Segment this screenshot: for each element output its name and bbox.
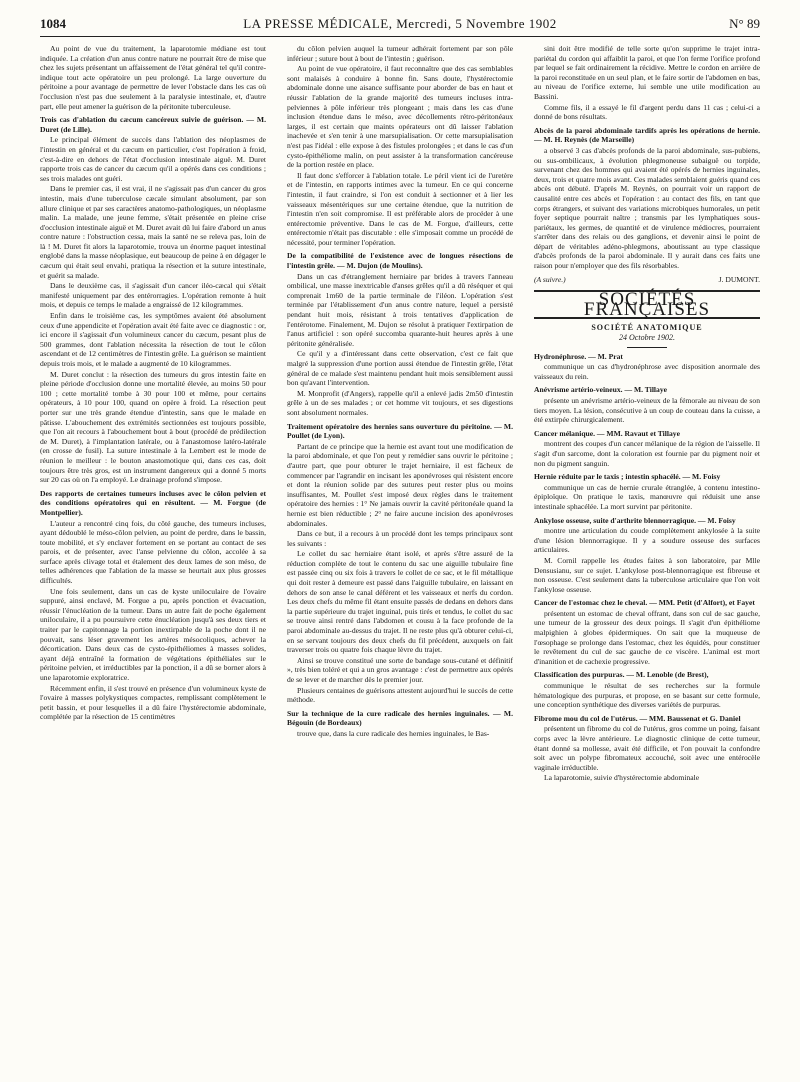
paragraph: Enfin dans le troisième cas, les symptômes avaient été absolument ceux d'une appendicite et l'opération avait été faite avec ce diagnostic : or, ici encore il s'agissait d'un volumineux cancer du cæcum, pesant plus de 500 grammes, dont l'ablation nécessita la résection de tout le côlon ascendant et de 12 centimètres de l'intestin grêle. La guérison se maintient depuis trois mois, et le malade a augmenté de 10 kilogrammes. xyxy=(40,311,266,368)
column-3 xyxy=(534,44,760,1074)
paragraph: présentent un estomac de cheval offrant, dans son cul de sac gauche, une tumeur de la grosseur des deux poings. Il s'agit d'un épithéliome malpighien à globes épidermiques. On sait que la muqueuse de l'œsophage se prolonge dans l'estomac, chez les équidés, pour constituer le revêtement du cul de sac gauche de ce viscère. L'animal est mort d'inanition et de cachexie progressive. xyxy=(534,608,760,666)
author-signature: J. DUMONT. xyxy=(718,274,760,284)
paragraph: Une fois seulement, dans un cas de kyste uniloculaire de l'ovaire suppuré, ainsi enclavé, M. Forgue a pu, après ponction et évacuation, réussir l'énucléation de la tumeur. Dans un autre fait de poche également uniloculaire, il a pu poursuivre cette énucléation jusqu'à ses deux tiers et traiter par le capitonnage la portion inextirpable de la poche dont il ne pouvait, sans léser gravement les artères mésocoliques, achever la décortication. Dans deux cas de cysto-épithéliomes à masses solides, ayant déjà entraîné la formation de végétations épithéliales sur le péritoine pelvien, et irréductibles par la ponction, il a dû se borner alors à une laparotomie exploratrice. xyxy=(40,586,266,682)
signature-line xyxy=(534,275,760,285)
paragraph: Le collet du sac herniaire étant isolé, et après s'être assuré de la réduction complète de tout le contenu du sac une aiguille tubulaire fine est passée cinq ou six fois à travers le collet de ce sac, et le fil métallique qui doit rester à demeure est passé dans l'aiguille tubulaire, en laissant en dehors de son anse le canal déférent et les vaisseaux et nerfs du cordon. Les deux chefs du même fil étant ensuite passés de dedans en dehors dans la partie supérieure du trajet inguinal, puis tirés et tendus, le collet du sac se trouve ainsi rentré dans l'abdomen et cousu à la face profonde de la paroi abdominale au-dessus du trajet. Il ne reste plus qu'à obturer celui-ci, en se servant toujours des deux chefs du fil précédent, auxquels on fait traverser trois ou quatre fois chaque lèvre du trajet. xyxy=(287,549,513,655)
paragraph: montre une articulation du coude complètement ankylosée à la suite d'une lésion blennorragique. Il y a soudure osseuse des surfaces articulaires. xyxy=(534,526,760,555)
paragraph: Ainsi se trouve constitué une sorte de bandage sous-cutané et définitif », très bien toléré et qui a un gros avantage : c'est de permettre aux opérés de se lever et de marcher dès le premier jour. xyxy=(287,655,513,684)
paragraph: Le principal élément de succès dans l'ablation des néoplasmes de l'intestin en général et du cæcum en particulier, c'est l'opération à froid, c'est-à-dire en dehors de l'état d'occlusion intestinale aiguë. M. Duret rapporte trois cas de cancer du cæcum qu'il a opérés dans ces conditions ; ses trois malades ont guéri. xyxy=(40,135,266,183)
article-heading: Traitement opératoire des hernies sans ouverture du péritoine. — M. Poullet (de Lyon). xyxy=(287,421,513,441)
paragraph: Au point de vue opératoire, il faut reconnaître que des cas semblables sont malaisés à conduire à bonne fin. Sans doute, l'hystérectomie abdominale donne une aisance suffisante pour aborder de bas en haut et réussir l'ablation de la grande majorité des tumeurs incluses intra-pelviennes à pôle inférieur très plongeant ; mais dans les cas d'une inclusion étendue dans le méso, avec décollements rétro-péritonéaux larges, il est certain que maints opérateurs ont dû laisser l'ablation inachevée et s'en tenir à une marsupialisation. Or cette marsupialisation n'est pas l'idéal : elle expose à des fistules prolongées ; et dans le cas d'un cysto-épithéliome malin, on peut assister à la transformation cancéreuse de la portion restée en place. xyxy=(287,64,513,170)
article-heading: Cancer mélanique. — MM. Ravaut et Tillaye xyxy=(534,428,680,438)
paragraph: Dans ce but, il a recours à un procédé dont les temps principaux sont les suivants : xyxy=(287,529,513,548)
paragraph: Au point de vue du traitement, la laparotomie médiane est tout indiquée. La création d'un anus contre nature ne pourrait être de mise que chez les sujets présentant un affaissement de l'état général tel qu'il contre-indique tout acte opératoire un peu prolongé. La large ouverture du péritoine a pour avantage de permettre de lever l'obstacle dans les cas où l'occlusion n'est pas due seulement à la paralysie intestinale, et, d'autre part, elle peut amener la guérison de la péritonite tuberculeuse. xyxy=(40,44,266,111)
article-heading: Fibrome mou du col de l'utérus. — MM. Baussenat et G. Daniel xyxy=(534,713,741,723)
divider xyxy=(627,347,667,348)
article-heading: Hydronéphrose. — M. Prat xyxy=(534,351,623,361)
paragraph: M. Duret conclut : la résection des tumeurs du gros intestin faite en pleine période d'occlusion donne une mortalité élevée, au moins 50 pour 100 ; cette mortalité tombe à 30 pour 100 et même, pour certains opérateurs, à 10 pour 100, quand on opère à froid. La résection peut porter sur une très grande étendue d'intestin, sans que le malade en pâtisse. L'abouchement des extrémités sectionnées est toujours possible, que l'on ait recours à l'abouchement bout à bout (procédé de prédilection de M. Duret), à l'implantation latérale, ou à l'anastomose latéro-latérale (en crosse de fusil). La suture intestinale à la Lembert est le mode de réunion le meilleur : le bouton anastomotique qui, dans ces cas, doit toujours être très gros, est un instrument dangereux qui a donné 5 morts sur 20 cas où on l'a employé. Le drainage profond s'impose. xyxy=(40,369,266,485)
issue-number: N° 89 xyxy=(729,16,760,31)
paragraph: présentent un fibrome du col de l'utérus, gros comme un poing, faisant corps avec la lèvre antérieure. Le diagnostic clinique de cette tumeur, étant donné sa mollesse, avait été difficile, et l'on pouvait la confondre soit avec un polype fibromateux accouché, soit avec une entérocèle vaginale irréductible. xyxy=(534,724,760,772)
paragraph: Comme fils, il a essayé le fil d'argent perdu dans 11 cas ; celui-ci a donné de bons résultats. xyxy=(534,102,760,122)
section-title: SOCIÉTÉS FRANÇAISES xyxy=(534,290,760,319)
column-3-bottom xyxy=(534,352,760,783)
paragraph: communique un cas d'hydronéphrose avec disposition anormale des vaisseaux du rein. xyxy=(534,362,760,381)
article-heading: Cancer de l'estomac chez le cheval. — MM. Petit (d'Alfort), et Fayet xyxy=(534,598,755,608)
to-be-continued: (A suivre.) xyxy=(534,274,566,284)
article-heading: De la compatibilité de l'existence avec de longues résections de l'intestin grêle. — M. Dujon (de Moulins). xyxy=(287,251,513,271)
column-2 xyxy=(287,44,513,1074)
paragraph: communique un cas de hernie crurale étranglée, à contenu intestino-épiploïque. On pratique le taxis, manœuvre qui réduisit une anse intestinale sphacélée. La mort survint par péritonite. xyxy=(534,482,760,511)
page-header xyxy=(40,16,760,37)
paragraph: communique le résultat de ses recherches sur la formule hématologique des purpuras, et propose, en se basant sur cette formule, une conception synthétique des diverses variétés de purpuras. xyxy=(534,681,760,710)
paragraph: a observé 3 cas d'abcès profonds de la paroi abdominale, sus-pubiens, ou sus-ombilicaux, à évolution phlegmoneuse subaiguë ou torpide, survenant chez des hommes qui avaient été opérés de hernies inguinales, deux, trois et quatre mois avant. Ces malades semblaient guéris quand ces abcès ont débuté. D'après M. Reynès, on pourrait voir un rapport de causalité entre ces abcès et l'opération : au contact des fils, en tant que corps étrangers, et suivant des variations microbiques humorales, un petit foyer septique pourrait naître ; transmis par les lymphatiques sous-pariétaux, les germes, de quantité et de virulence médiocres, pourraient s'arrêter dans des relais ou des ganglions, et devenir ainsi le point de départ de véritables adéno-phlegmons, aboutissant au type classique d'abcès profonds de la paroi abdominale. Il y aurait dans ces faits une raison pour n'employer que des fils résorbables. xyxy=(534,145,760,271)
paragraph: Plusieurs centaines de guérisons attestent aujourd'hui le succès de cette méthode. xyxy=(287,685,513,705)
article-heading: Hernie réduite par le taxis ; intestin sphacélé. — M. Foisy xyxy=(534,472,721,482)
paragraph: Ce qu'il y a d'intéressant dans cette observation, c'est ce fait que malgré la suppression d'une portion aussi étendue de l'intestin grêle, l'état général de ce malade s'est maintenu pendant huit mois sensiblement aussi bon qu'avant l'intervention. xyxy=(287,349,513,388)
society-date: 24 Octobre 1902. xyxy=(619,333,675,343)
article-heading: Classification des purpuras. — M. Lenoble (de Brest), xyxy=(534,670,709,680)
paragraph: Partant de ce principe que la hernie est avant tout une modification de la paroi abdominale, et que l'on peut y remédier sans ouvrir le péritoine ; d'autre part, que pour obturer le trajet herniaire, il est fâcheux de commencer par l'agrandir en incisant les aponévroses qui résistent encore et dont la réunion solide par des sutures peut rester plus ou moins insuffisantes, M. Poullet s'est imposé deux règles dans le traitement opératoire des hernies : 1° Ne jamais ouvrir la cavité péritonéale quand la hernie est bien réductible ; 2° ne faire aucune incision des aponévroses abdominales. xyxy=(287,441,513,528)
paragraph: M. Cornil rappelle les études faites à son laboratoire, par Mlle Densusianu, sur ce sujet. L'ankylose post-blennorragique est fibreuse et non osseuse. C'est seulement dans la tuberculose articulaire que l'on voit l'ankylose osseuse. xyxy=(534,555,760,594)
article-heading: Des rapports de certaines tumeurs incluses avec le côlon pelvien et des conditions opératoires qui en résultent. — M. Forgue (de Montpellier). xyxy=(40,488,266,517)
paragraph: présente un anévrisme artério-veineux de la fémorale au niveau de son tiers moyen. La lésion, consécutive à un coup de couteau dans la cuisse, a été extirpée chirurgicalement. xyxy=(534,396,760,425)
paragraph: sini doit être modifié de telle sorte qu'on supprime le trajet intra-pariétal du cordon qui affaiblit la paroi, et que l'on ferme l'orifice profond par lequel se fait ordinairement la récidive. Mettre le cordon en arrière de la paroi reconstituée en un seul plan, et le faire sortir de l'abdomen en bas, au niveau de l'orifice externe, lui semble une utile modification au Bassini. xyxy=(534,44,760,101)
article-heading: Anévrisme artério-veineux. — M. Tillaye xyxy=(534,385,668,395)
journal-title: LA PRESSE MÉDICALE, Mercredi, 5 Novembre 1902 xyxy=(243,16,557,31)
article-heading: Sur la technique de la cure radicale des hernies inguinales. — M. Bégouin (de Bordeaux) xyxy=(287,708,513,728)
paragraph: montrent des coupes d'un cancer mélanique de la région de l'aisselle. Il s'agit d'un sarcome, dont la coloration est fournie par du pigment noir et non du pigment sanguin. xyxy=(534,439,760,468)
paragraph: Dans le premier cas, il est vrai, il ne s'agissait pas d'un cancer du gros intestin, mais d'une tuberculose cæcale simulant absolument, par son allure clinique et par ses caractères anatomo-pathologiques, un néoplasme malin. La malade, une jeune femme, s'était présentée en pleine crise d'occlusion intestinale aiguë et M. Duret avait dû lui faire d'abord un anus contre nature : l'obstruction cessa, mais la santé ne se releva pas, loin de là ! M. Duret fit alors la laparotomie, trouva un énorme paquet intestinal englobé dans la masse néoplasique, eut beaucoup de peine à en dégager le cæcum qui était seul envahi, pratiqua la résection et la suture intestinale, et guérit sa malade. xyxy=(40,184,266,280)
article-heading: Ankylose osseuse, suite d'arthrite blennorragique. — M. Foisy xyxy=(534,515,736,525)
paragraph: L'auteur a rencontré cinq fois, du côté gauche, des tumeurs incluses, ayant dédoublé le méso-côlon pelvien, au point de perdre, dans le bassin, toute mobilité, et s'y enclaver fortement en se portant au contact de ses parois, et de présenter, avec l'anse pelvienne du côlon, accolée à sa surface après clivage total et étalement des deux lames de son méso, de telles adhérences que l'ablation de la masse se heurtait aux plus grosses difficultés. xyxy=(40,518,266,586)
paragraph: La laparotomie, suivie d'hystérectomie abdominale xyxy=(544,773,700,783)
article-heading: Abcès de la paroi abdominale tardifs après les opérations de hernie. — M. H. Reynès (de Marseille) xyxy=(534,125,760,145)
paragraph: M. Monprofit (d'Angers), rappelle qu'il a enlevé jadis 2m50 d'intestin grêle à un de ses malades ; or cet homme vit toujours, et ses digestions sont absolument normales. xyxy=(287,388,513,417)
article-heading: Trois cas d'ablation du cæcum cancéreux suivie de guérison. — M. Duret (de Lille). xyxy=(40,115,266,134)
paragraph: du côlon pelvien auquel la tumeur adhérait fortement par son pôle inférieur ; suture bout à bout de l'intestin ; guérison. xyxy=(287,44,513,63)
paragraph: Il faut donc s'efforcer à l'ablation totale. Le péril vient ici de l'uretère et de l'intestin, en rapports intimes avec la tumeur. En ce qui concerne l'intestin, il faut craindre, si l'on est conduit à sectionner et à lier les vaisseaux mésentériques sur une certaine étendue, que la nutrition de l'intestin n'en soit compromise. Il est préférable alors de procéder à une entérectomie préventive. Dans le cas de M. Forgue, d'ailleurs, cette entérectomie n'était pas discutable : elle s'imposait comme un procédé de nécessité, pour terminer l'opération. xyxy=(287,170,513,247)
column-1 xyxy=(40,44,266,1074)
column-3-top xyxy=(534,44,760,271)
paragraph: Dans le deuxième cas, il s'agissait d'un cancer iléo-cæcal qui s'était manifesté uniquement par des entérorragies. L'opération remonte à huit mois, et depuis ce temps le malade a engraissé de 12 kilogrammes. xyxy=(40,281,266,310)
paragraph: Récemment enfin, il s'est trouvé en présence d'un volumineux kyste de l'ovaire à masses polykystiques compactes, remplissant complètement le petit bassin, et pour lesquelles il a dû faire l'hystérectomie abdominale, complétée par la résection de 15 centimètres xyxy=(40,683,266,722)
page-number: 1084 xyxy=(40,16,66,31)
paragraph: Dans un cas d'étranglement herniaire par brides à travers l'anneau ombilical, une masse inextricable d'anses grêles qu'il a dû réséquer et qui comprenait 1m60 de la partie terminale de l'iléon. L'opération s'est terminée par l'établissement d'un anus contre nature, lequel a persisté pendant huit mois, résistant à trois tentatives d'application de l'entérotome. Finalement, M. Dujon se résolut à pratiquer l'extirpation de l'anus artificiel : son opéré succomba quarante-huit heures après à une péritonite généralisée. xyxy=(287,271,513,348)
society-name: SOCIÉTÉ ANATOMIQUE xyxy=(591,323,703,333)
paragraph: trouve que, dans la cure radicale des hernies inguinales, le Bas- xyxy=(297,728,490,738)
